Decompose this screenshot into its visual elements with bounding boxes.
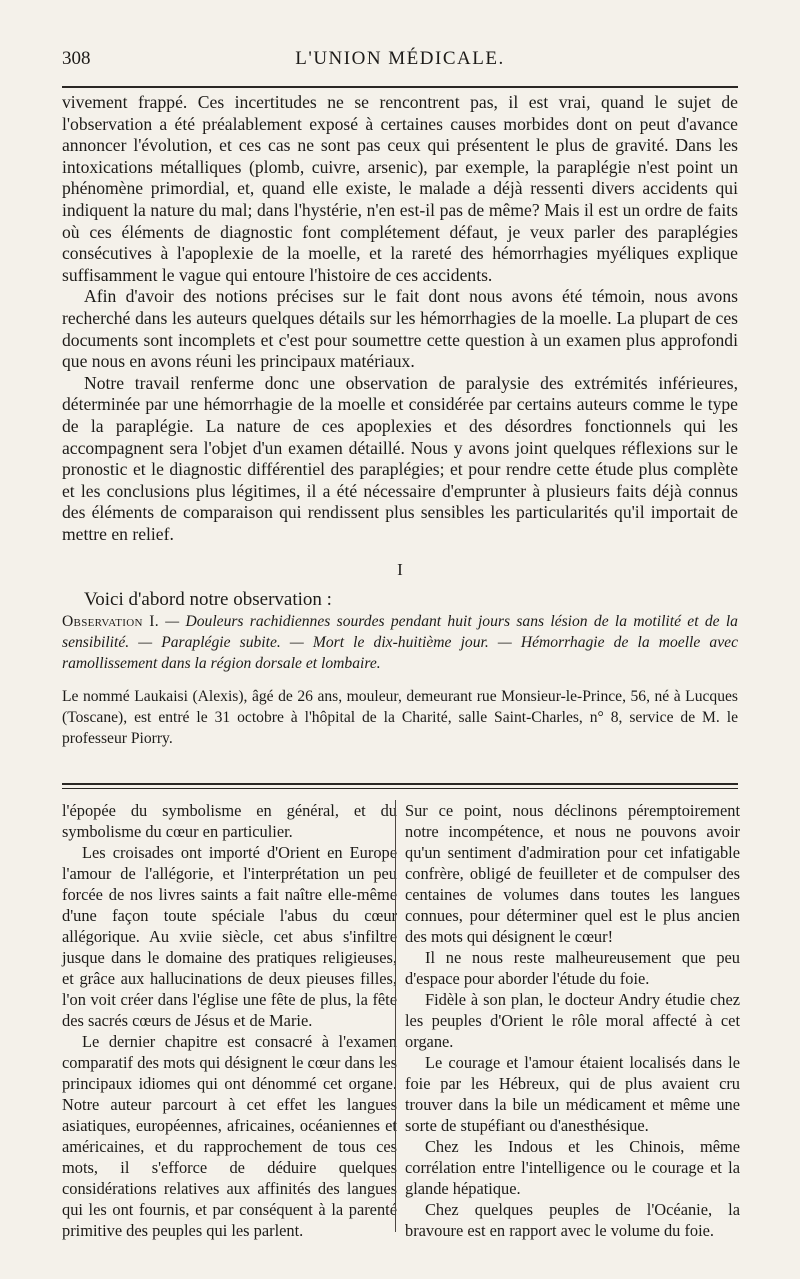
feuilleton-right-column [405, 800, 740, 1241]
feuilleton-paragraph: Le dernier chapitre est consacré à l'examen comparatif des mots qui désignent le cœur dans les principaux idiomes qui ont dénommé cet organe. Notre auteur parcourt à cet effet les langues asiatiques, européennes, africaines, océaniennes et américaines, et du rapprochement de tous ces mots, il s'efforce de déduire quelques considérations relatives aux affinités des langues qui les ont fournis, et par conséquent à la parenté primitive des peuples qui les parlent. [62, 1032, 397, 1240]
feuilleton-paragraph: Chez quelques peuples de l'Océanie, la bravoure est en rapport avec le volume du foie. [405, 1200, 740, 1240]
article-paragraph: Notre travail renferme donc une observation de paralysie des extrémités inférieures, déterminée par une hémorrhagie de la moelle et considérée par certains auteurs comme le type de la paraplégie. La nature de ces apoplexies et des désordres fonctionnels qui les accompagnent sera l'objet d'un examen détaillé. Nous y avons joint quelques réflexions sur le pronostic et le diagnostic différentiel des paraplégies; et pour rendre cette étude plus complète et les conclusions plus légitimes, il a été nécessaire d'emprunter à plusieurs faits déjà connus des éléments de comparaison qui rendissent plus sensibles les particularités qu'il importait de mettre en relief. [62, 372, 738, 544]
feuilleton-rule [62, 783, 738, 785]
feuilleton-paragraph: Fidèle à son plan, le docteur Andry étudie chez les peuples d'Orient le rôle moral affecté à cet organe. [405, 990, 740, 1051]
feuilleton-paragraph: l'épopée du symbolisme en général, et du symbolisme du cœur en particulier. [62, 801, 397, 841]
feuilleton-paragraph: Les croisades ont importé d'Orient en Europe l'amour de l'allégorie, et l'interprétation un peu forcée de nos livres saints a fait naître elle-même d'une façon toute spéciale l'abus du cœur allégorique. Au xviie siècle, cet abus s'infiltre jusque dans le domaine des pratiques religieuses, et grâce aux hallucinations de deux pieuses filles, l'on voit créer dans l'église une fête de plus, la fête des sacrés cœurs de Jésus et de Marie. [62, 843, 397, 1030]
observation-body: Le nommé Laukaisi (Alexis), âgé de 26 ans, mouleur, demeurant rue Monsieur-le-Prince, 56, né à Lucques (Toscane), est entré le 31 octobre à l'hôpital de la Charité, salle Saint-Charles, n° 8, service de M. le professeur Piorry. [62, 687, 738, 747]
feuilleton-paragraph: Le courage et l'amour étaient localisés dans le foie par les Hébreux, qui de plus avaient cru trouver dans la bile un médicament et même une sorte de stupéfiant ou d'anesthésique. [405, 1053, 740, 1135]
feuilleton-rule-thin [62, 788, 738, 789]
observation-intro: Voici d'abord notre observation : [84, 589, 332, 611]
page-header [62, 44, 738, 74]
column-divider [395, 800, 396, 1232]
page-number: 308 [62, 48, 91, 69]
feuilleton-left-column [62, 800, 397, 1241]
section-numeral: I [397, 560, 403, 580]
header-rule [62, 86, 738, 88]
observation-block [62, 611, 738, 749]
observation-label: Observation I. [62, 612, 159, 630]
feuilleton-paragraph: Sur ce point, nous déclinons péremptoirement notre incompétence, et nous ne pouvons avoir qu'un sentiment d'admiration pour cet infatigable confrère, obligé de feuilleter et de compulser des centaines de volumes dans toutes les langues connues, pour déterminer quel est le plus ancien des mots qui désignent le cœur! [405, 801, 740, 946]
observation-heading [62, 611, 738, 674]
journal-title: L'UNION MÉDICALE. [295, 48, 505, 69]
main-article [62, 92, 738, 749]
observation-title: — Douleurs rachidiennes sourdes pendant huit jours sans lésion de la motilité et de la sensibilité. — Paraplégie subite. — Mort le dix-huitième jour. — Hémorrhagie de la moelle avec ramollissement dans la région dorsale et lombaire. [62, 612, 738, 672]
article-paragraph: vivement frappé. Ces incertitudes ne se rencontrent pas, il est vrai, quand le sujet de l'observation a été préalablement exposé à certaines causes morbides dont on peut d'avance annoncer l'évolution, et ces cas ne sont pas ceux qui présentent le plus de gravité. Dans les intoxications métalliques (plomb, cuivre, arsenic), par exemple, la paraplégie n'est point un phénomène primordial, et, quand elle existe, le malade a déjà ressenti divers accidents qui indiquent la nature du mal; dans l'hystérie, n'en est-il pas de même? Mais il est un ordre de faits où ces éléments de diagnostic font complétement défaut, je veux parler des paraplégies consécutives à l'apoplexie de la moelle, et la rareté des hémorrhagies myéliques explique suffisamment le vague qui entoure l'histoire de ces accidents. [62, 92, 738, 285]
feuilleton-paragraph: Il ne nous reste malheureusement que peu d'espace pour aborder l'étude du foie. [405, 948, 740, 988]
feuilleton-paragraph: Chez les Indous et les Chinois, même corrélation entre l'intelligence ou le courage et la glande hépatique. [405, 1137, 740, 1198]
article-paragraph: Afin d'avoir des notions précises sur le fait dont nous avons été témoin, nous avons recherché dans les auteurs quelques détails sur les hémorrhagies de la moelle. La plupart de ces documents sont incomplets et c'est pour soumettre cette question à un examen plus approfondi que nous en avons réuni les principaux matériaux. [62, 286, 738, 372]
